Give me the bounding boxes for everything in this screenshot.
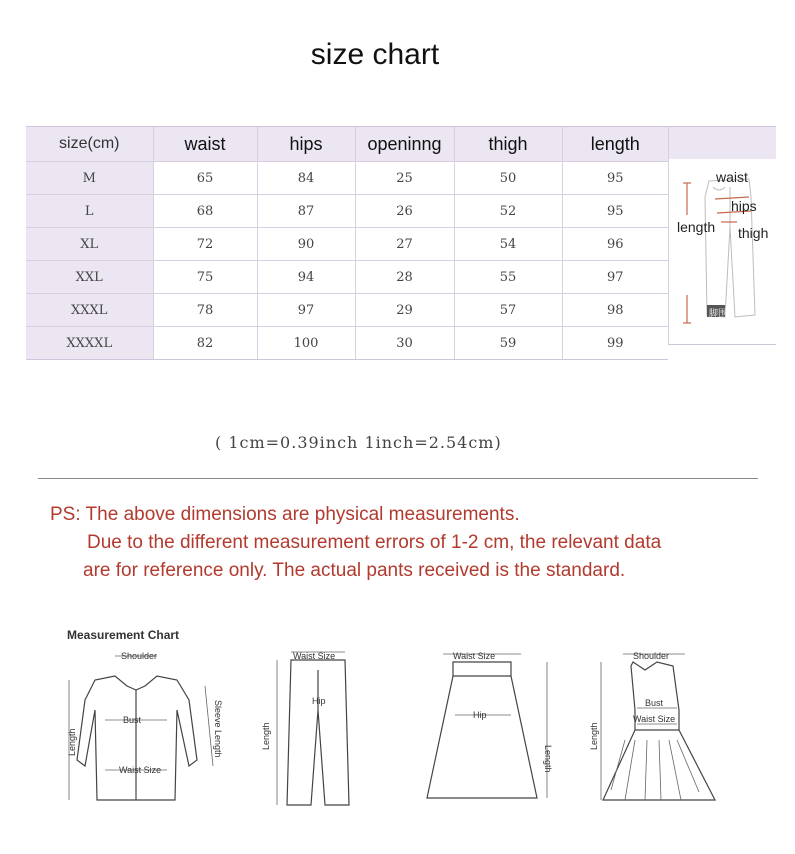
header-length: length xyxy=(562,127,668,162)
skirt-hip-label: Hip xyxy=(473,710,487,720)
skirt-figure xyxy=(427,651,553,798)
cell-hips: 90 xyxy=(257,228,355,261)
cell-size: XXL xyxy=(26,261,153,294)
cell-size: XXXXL xyxy=(26,327,153,360)
header-hips: hips xyxy=(257,127,355,162)
table-row xyxy=(26,228,668,261)
table-row xyxy=(26,261,668,294)
cell-size: XXXL xyxy=(26,294,153,327)
cell-waist: 75 xyxy=(153,261,257,294)
header-thigh: thigh xyxy=(454,127,562,162)
pants-hips-label: hips xyxy=(731,198,757,214)
cell-length: 97 xyxy=(562,261,668,294)
shirt-waist-label: Waist Size xyxy=(119,765,162,775)
dress-bust-label: Bust xyxy=(645,698,664,708)
size-table xyxy=(26,126,668,360)
cell-hips: 84 xyxy=(257,162,355,195)
measurement-chart-title: Measurement Chart xyxy=(67,628,180,642)
cell-waist: 68 xyxy=(153,195,257,228)
dress-figure xyxy=(589,651,715,800)
cell-hips: 94 xyxy=(257,261,355,294)
header-opening: openinng xyxy=(355,127,454,162)
unit-conversion: ( 1cm=0.39inch 1inch=2.54cm) xyxy=(215,433,502,452)
dress-waist-label: Waist Size xyxy=(633,714,676,724)
pants-thigh-label: thigh xyxy=(738,225,769,241)
pants-waist-label: waist xyxy=(716,169,748,185)
pants-diagram-cell xyxy=(668,126,776,345)
cell-hips: 87 xyxy=(257,195,355,228)
cell-waist: 65 xyxy=(153,162,257,195)
pants-waist-size-label: Waist Size xyxy=(293,651,336,661)
pants-hip-label: Hip xyxy=(312,696,326,706)
header-waist: waist xyxy=(153,127,257,162)
pants-length-label-2: Length xyxy=(261,722,271,750)
header-size: size(cm) xyxy=(26,127,153,162)
cell-thigh: 52 xyxy=(454,195,562,228)
cell-size: L xyxy=(26,195,153,228)
pants-figure xyxy=(261,651,349,805)
cell-thigh: 50 xyxy=(454,162,562,195)
shirt-sleeve-label: Sleeve Length xyxy=(213,700,223,758)
cell-waist: 78 xyxy=(153,294,257,327)
page-title: size chart xyxy=(310,38,440,71)
note-line-3: are for reference only. The actual pants received is the standard. xyxy=(83,560,626,581)
dress-length-label: Length xyxy=(589,722,599,750)
cell-length: 96 xyxy=(562,228,668,261)
divider xyxy=(38,478,758,479)
note-line-2: Due to the different measurement errors of 1-2 cm, the relevant data xyxy=(87,532,662,553)
table-row xyxy=(26,162,668,195)
table-row xyxy=(26,195,668,228)
cell-opening: 30 xyxy=(355,327,454,360)
cell-thigh: 54 xyxy=(454,228,562,261)
cell-thigh: 57 xyxy=(454,294,562,327)
cell-length: 99 xyxy=(562,327,668,360)
cell-size: XL xyxy=(26,228,153,261)
cell-hips: 100 xyxy=(257,327,355,360)
cell-length: 95 xyxy=(562,162,668,195)
shirt-shoulder-label: Shoulder xyxy=(121,651,158,661)
cell-size: M xyxy=(26,162,153,195)
pants-length-label: length xyxy=(677,219,716,235)
skirt-waist-label: Waist Size xyxy=(453,651,496,661)
cell-opening: 25 xyxy=(355,162,454,195)
table-row xyxy=(26,327,668,360)
shirt-length-label: Length xyxy=(67,728,77,756)
cell-opening: 26 xyxy=(355,195,454,228)
pants-hem-label: 脚围 xyxy=(709,308,728,318)
shirt-bust-label: Bust xyxy=(123,715,142,725)
cell-length: 98 xyxy=(562,294,668,327)
cell-opening: 28 xyxy=(355,261,454,294)
dress-shoulder-label: Shoulder xyxy=(633,651,670,661)
cell-thigh: 59 xyxy=(454,327,562,360)
shirt-figure xyxy=(67,651,223,800)
cell-opening: 27 xyxy=(355,228,454,261)
skirt-length-label: Length xyxy=(543,745,553,773)
cell-hips: 97 xyxy=(257,294,355,327)
cell-length: 95 xyxy=(562,195,668,228)
table-header-row xyxy=(26,127,668,162)
note-line-1: PS: The above dimensions are physical measurements. xyxy=(50,504,520,525)
cell-waist: 82 xyxy=(153,327,257,360)
measurement-chart-figures xyxy=(55,640,735,840)
cell-waist: 72 xyxy=(153,228,257,261)
cell-opening: 29 xyxy=(355,294,454,327)
table-row xyxy=(26,294,668,327)
cell-thigh: 55 xyxy=(454,261,562,294)
